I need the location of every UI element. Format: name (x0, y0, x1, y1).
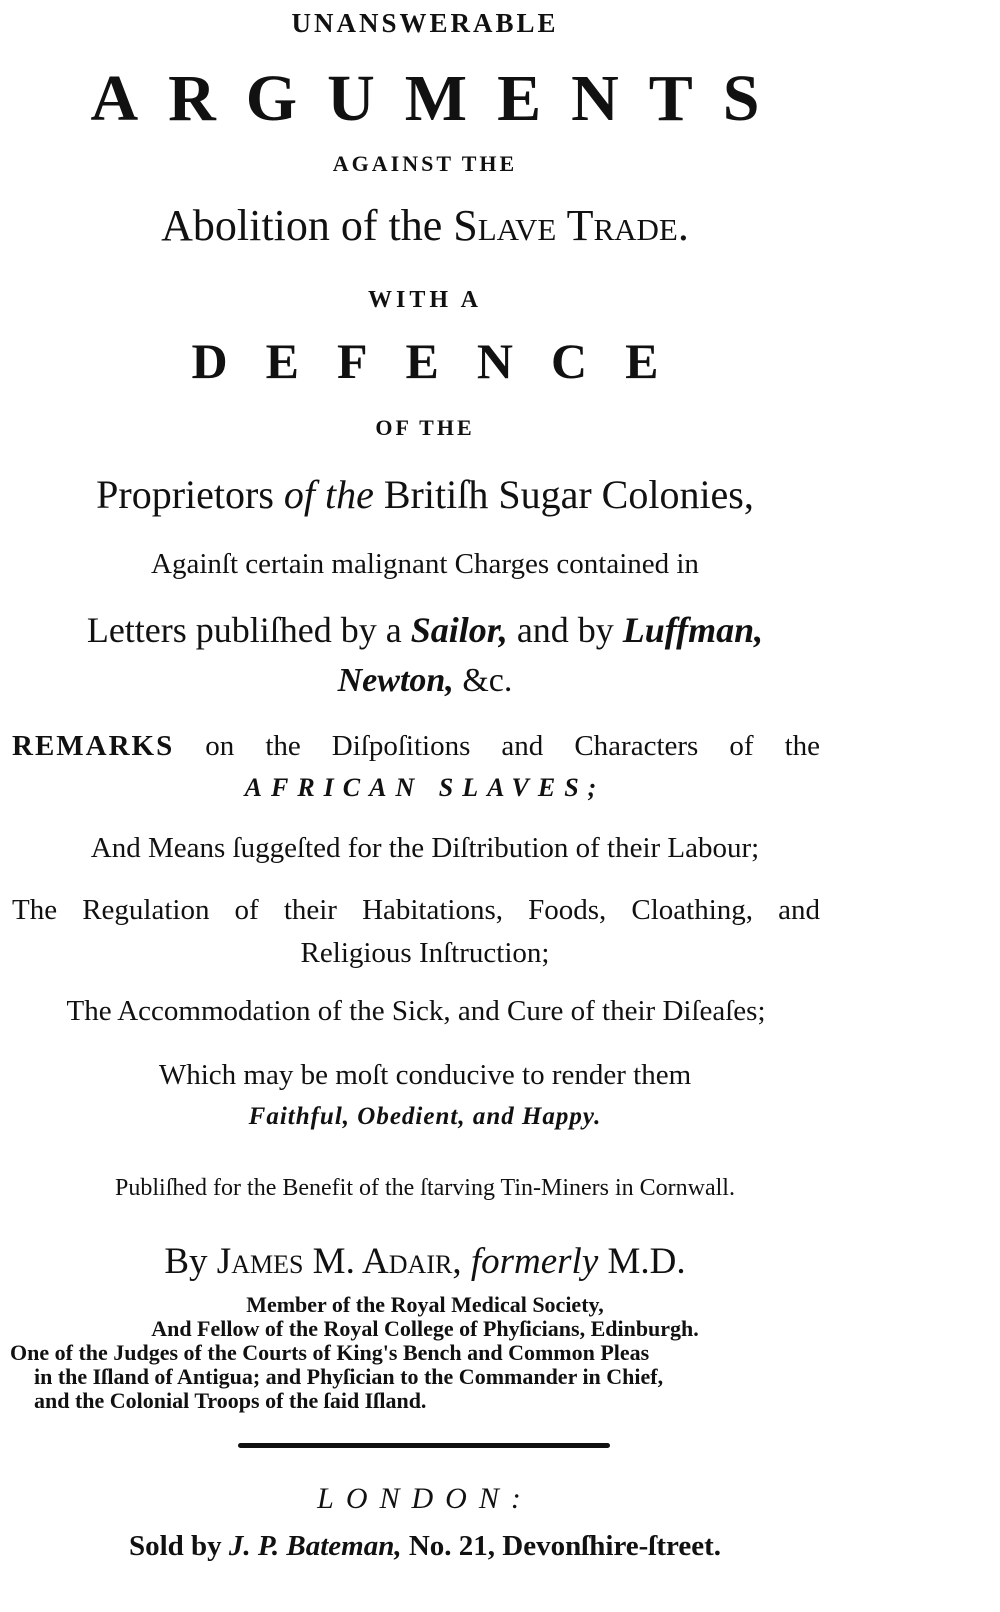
line-london: LONDON: (317, 1482, 533, 1515)
line-letters (0, 612, 850, 648)
luffman-text: Luffman, (622, 610, 764, 650)
line-faithful: Faithful, Obedient, and Happy. (248, 1103, 602, 1130)
line-african-slaves: AFRICAN SLAVES; (244, 773, 606, 802)
heading-abolition (0, 201, 850, 250)
line-remarks (12, 732, 820, 761)
line-author (0, 1243, 850, 1280)
slave-trade-text: Slave Trade. (453, 201, 689, 250)
line-against-certain: Againſt certain malignant Charges contained in (151, 548, 699, 580)
of-the-italic: of the (283, 472, 374, 517)
british-sugar-text: Britiſh Sugar Colonies, (383, 472, 754, 517)
etc-text: &c. (462, 662, 513, 699)
line-member: Member of the Royal Medical Society, (246, 1292, 604, 1317)
heading-with-a: WITH A (367, 287, 483, 313)
abolition-text: Abolition of the (161, 201, 443, 250)
line-fellow: And Fellow of the Royal College of Phyſicians, Edinburgh. (151, 1316, 699, 1341)
line-and-means: And Means ſuggeſted for the Diſtribution of their Labour; (90, 832, 760, 864)
line-island: in the Iſland of Antigua; and Phyſician to the Commander in Chief, (34, 1364, 664, 1389)
heading-against-the: AGAINST THE (332, 151, 518, 176)
horizontal-rule (238, 1443, 610, 1448)
and-by-text: and by (516, 610, 614, 650)
remarks-text: REMARKS (12, 730, 175, 762)
line-accommodation: The Accommodation of the Sick, and Cure of their Diſeaſes; (66, 995, 766, 1027)
line-religious: Religious Inſtruction; (300, 937, 550, 969)
proprietors-text: Proprietors (96, 472, 274, 517)
line-sold (0, 1532, 850, 1561)
line-regulation: The Regulation of their Habitations, Foods, Cloathing, and (12, 894, 820, 926)
heading-arguments: ARGUMENTS (90, 62, 790, 135)
bateman-text: J. P. Bateman, (228, 1530, 402, 1562)
line-published: Publiſhed for the Benefit of the ſtarving Tin-Miners in Cornwall. (115, 1175, 735, 1201)
author-name: James M. Adair, (216, 1241, 462, 1282)
line-colonial: and the Colonial Troops of the ſaid Iſland. (34, 1388, 427, 1413)
line-newton (0, 664, 850, 698)
line-judges: One of the Judges of the Courts of King's Bench and Common Pleas (10, 1340, 650, 1365)
heading-unanswerable: UNANSWERABLE (291, 8, 559, 38)
by-text: By (164, 1241, 208, 1282)
heading-proprietors (0, 472, 850, 517)
newton-text: Newton, (337, 662, 454, 699)
md-text: M.D. (607, 1241, 686, 1282)
formerly-text: formerly (470, 1241, 599, 1282)
sailor-text: Sailor, (410, 610, 508, 650)
sold-by-text: Sold by (128, 1530, 222, 1562)
heading-defence: DEFENCE (191, 333, 697, 389)
address-text: No. 21, Devonſhire-ſtreet. (408, 1530, 722, 1562)
letters-text: Letters publiſhed by a (86, 610, 402, 650)
line-which-may: Which may be moſt conducive to render them (158, 1059, 692, 1091)
heading-of-the: OF THE (375, 415, 475, 440)
remarks-rest-text: on the Diſpoſitions and Characters of the (205, 730, 820, 762)
